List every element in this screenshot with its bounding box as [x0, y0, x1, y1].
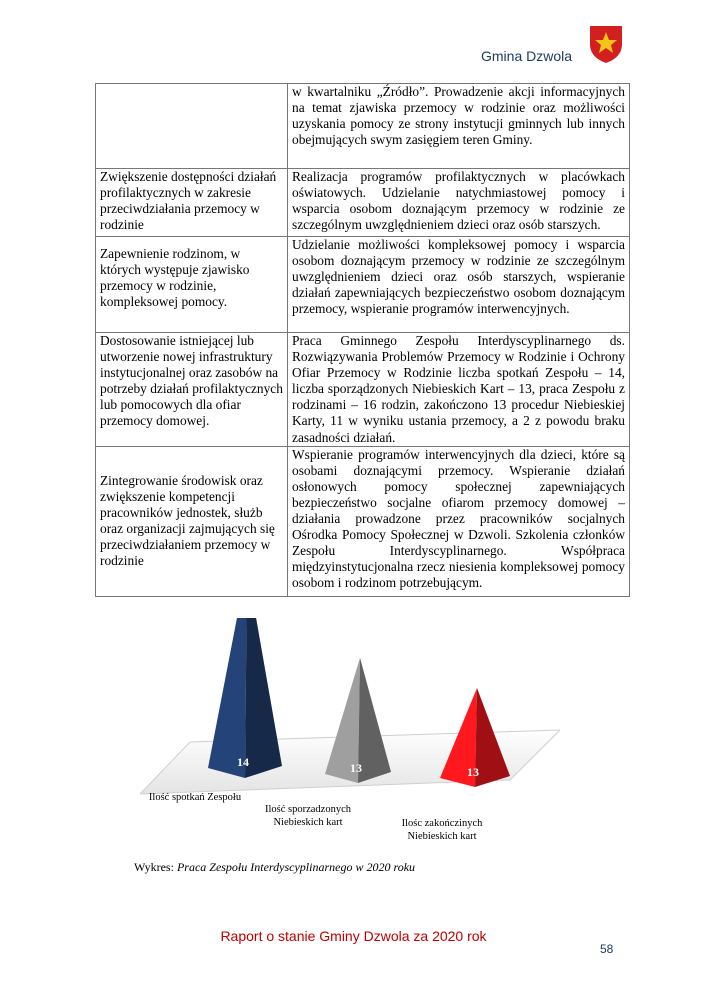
caption-title: Praca Zespołu Interdyscyplinarnego w 2020 roku [176, 860, 416, 874]
table-row [96, 169, 630, 237]
table-cell-objective: Zwiększenie dostępności działań profilaktycznych w zakresie przeciwdziałania przemocy w rodzinie [96, 169, 288, 237]
table-cell-objective: Zintegrowanie środowisk oraz zwiększenie kompetencji pracowników jednostek, służb oraz organizacji zajmujących się przeciwdziałaniem przemocy w rodzinie [96, 446, 288, 596]
pyramid-face-right [358, 658, 391, 783]
data-label: 13 [467, 765, 479, 779]
pyramid-bar [208, 618, 282, 778]
pyramid-bar [325, 658, 391, 783]
table-cell-objective: Zapewnienie rodzinom, w których występuje zjawisko przemocy w rodzinie, kompleksowej pomocy. [96, 237, 288, 333]
footer-report-title: Raport o stanie Gminy Dzwola za 2020 rok [220, 928, 487, 944]
page-number: 58 [600, 942, 614, 956]
page-header-title: Gmina Dzwola [481, 48, 573, 64]
category-label [265, 804, 352, 828]
table-cell-actions: w kwartalniku „Źródło”. Prowadzenie akcji informacyjnych na temat zjawiska przemocy w rodzinie oraz możliwości uzyskania pomocy ze strony instytucji gminnych lub innych obejmujących swym zasięgiem teren Gminy. [288, 84, 630, 169]
table-row [96, 237, 630, 333]
pyramid-face-left [208, 618, 247, 778]
pyramid-face-right [245, 618, 282, 778]
table-cell-actions: Wspieranie programów interwencyjnych dla dzieci, które są osobami doznającymi przemocy. Wspieranie działań osłonowych pomocy społecznej zapewniających bezpieczeństwo socjalne ofiarom przemocy domowej – działania prowadzone przez pracowników socjalnych Ośrodka Pomocy Społecznej w Dzwoli. Szkolenia członków Zespołu Interdyscyplinarnego. Współpraca międzyinstytucjonalna rzecz niesienia kompleksowej pomocy osobom i rodzinom potrzebującym. [288, 446, 630, 596]
category-label-line: Ilość spotkań Zespołu [148, 792, 242, 803]
chart [140, 618, 560, 858]
data-label: 14 [237, 755, 249, 769]
category-label-line: Niebieskich kart [273, 817, 343, 828]
category-label [402, 818, 484, 842]
caption-prefix: Wykres: [134, 860, 177, 874]
table-row [96, 84, 630, 169]
table-cell-actions: Praca Gminnego Zespołu Interdyscyplinarnego ds. Rozwiązywania Problemów Przemocy w Rodzinie i Ochrony Ofiar Przemocy w Rodzinie liczba spotkań Zespołu – 14, liczba sporządzonych Niebieskich Kart – 13, praca Zespołu z rodzinami – 16 rodzin, zakończono 13 procedur Niebieskiej Karty, 11 w wyniku ustania przemocy, a 2 z powodu braku zasadności działań. [288, 333, 630, 447]
category-label-line: Ilośc zakończinych [401, 818, 483, 829]
category-label-line: Ilość sporzadzonych [264, 804, 352, 815]
table-cell-objective: Dostosowanie istniejącej lub utworzenie nowej infrastruktury instytucjonalnej oraz zasobów na potrzeby działań profilaktycznych lub pomocowych dla ofiar przemocy domowej. [96, 333, 288, 447]
table-cell-actions: Realizacja programów profilaktycznych w placówkach oświatowych. Udzielanie natychmiastowej pomocy i wsparcia osobom doznającym przemocy w rodzinie ze szczególnym uwzględnieniem dzieci oraz osób starszych. [288, 169, 630, 237]
category-label [149, 792, 242, 803]
data-label: 13 [350, 761, 362, 775]
measures-table [95, 83, 630, 597]
table-cell-objective [96, 84, 288, 169]
table-cell-actions: Udzielanie możliwości kompleksowej pomocy i wsparcia osobom doznającym przemocy w rodzinie ze szczególnym uwzględnieniem dzieci oraz osób starszych, wspieranie działań zapewniających bezpieczeństwo osobom doznającym przemocy, wspieranie programów interwencyjnych. [288, 237, 630, 333]
table-row [96, 333, 630, 447]
coat-of-arms-icon [588, 24, 624, 64]
table-row [96, 446, 630, 596]
category-label-line: Niebieskich kart [407, 831, 477, 842]
chart-caption [134, 860, 415, 875]
